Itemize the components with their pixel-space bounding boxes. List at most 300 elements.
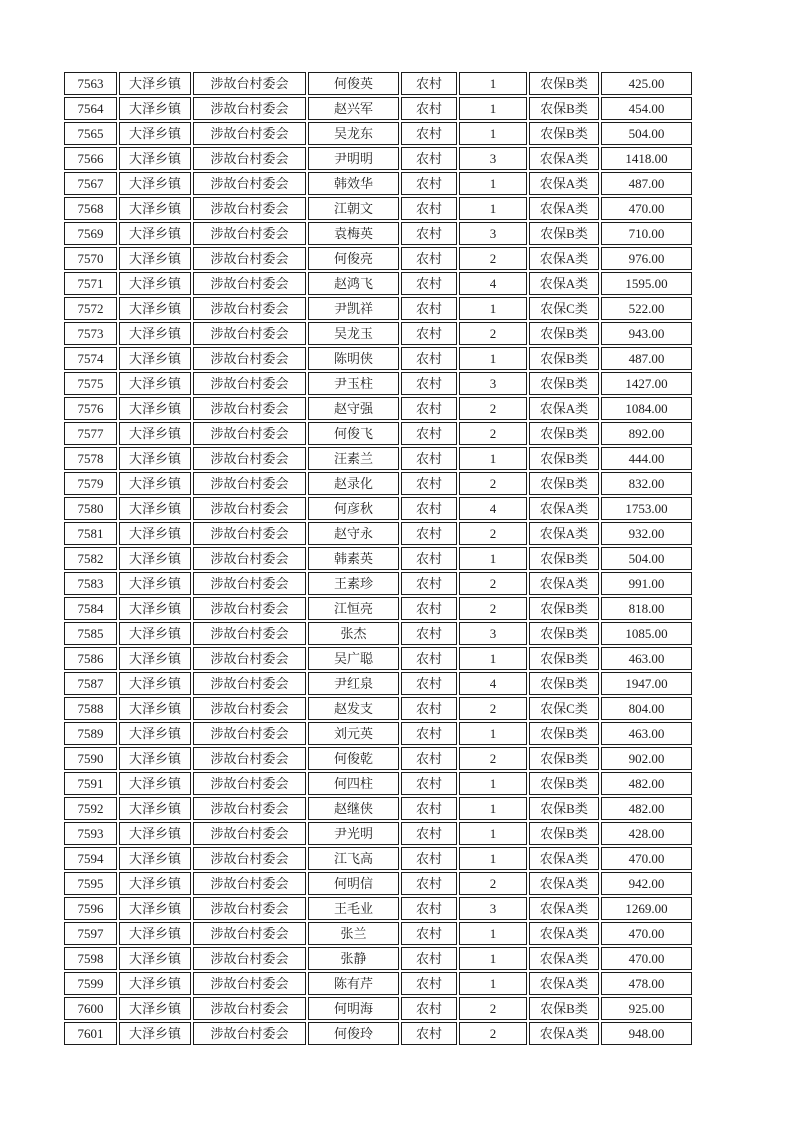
cell-residence-type: 农村 — [401, 522, 457, 545]
cell-town: 大泽乡镇 — [119, 97, 191, 120]
table-row — [64, 272, 692, 295]
cell-village-committee: 涉故台村委会 — [193, 972, 306, 995]
cell-person-name: 赵守永 — [308, 522, 399, 545]
cell-town: 大泽乡镇 — [119, 872, 191, 895]
cell-person-count: 1 — [459, 922, 527, 945]
cell-person-name: 吴龙东 — [308, 122, 399, 145]
cell-amount: 832.00 — [601, 472, 692, 495]
cell-row-id: 7572 — [64, 297, 117, 320]
cell-residence-type: 农村 — [401, 1022, 457, 1045]
cell-residence-type: 农村 — [401, 997, 457, 1020]
cell-residence-type: 农村 — [401, 72, 457, 95]
cell-amount: 463.00 — [601, 722, 692, 745]
cell-town: 大泽乡镇 — [119, 547, 191, 570]
cell-person-count: 2 — [459, 322, 527, 345]
cell-insurance-category: 农保C类 — [529, 697, 599, 720]
cell-amount: 1084.00 — [601, 397, 692, 420]
cell-person-count: 2 — [459, 572, 527, 595]
table-row — [64, 197, 692, 220]
cell-village-committee: 涉故台村委会 — [193, 997, 306, 1020]
cell-town: 大泽乡镇 — [119, 997, 191, 1020]
cell-residence-type: 农村 — [401, 497, 457, 520]
cell-insurance-category: 农保B类 — [529, 97, 599, 120]
cell-insurance-category: 农保A类 — [529, 847, 599, 870]
cell-row-id: 7594 — [64, 847, 117, 870]
cell-amount: 991.00 — [601, 572, 692, 595]
cell-row-id: 7583 — [64, 572, 117, 595]
cell-village-committee: 涉故台村委会 — [193, 622, 306, 645]
cell-village-committee: 涉故台村委会 — [193, 747, 306, 770]
cell-person-name: 张杰 — [308, 622, 399, 645]
table-row — [64, 172, 692, 195]
cell-town: 大泽乡镇 — [119, 522, 191, 545]
cell-amount: 470.00 — [601, 922, 692, 945]
cell-village-committee: 涉故台村委会 — [193, 722, 306, 745]
cell-person-name: 何明信 — [308, 872, 399, 895]
cell-village-committee: 涉故台村委会 — [193, 197, 306, 220]
cell-residence-type: 农村 — [401, 797, 457, 820]
table-row — [64, 247, 692, 270]
cell-row-id: 7573 — [64, 322, 117, 345]
cell-amount: 1085.00 — [601, 622, 692, 645]
cell-amount: 504.00 — [601, 547, 692, 570]
cell-person-name: 袁梅英 — [308, 222, 399, 245]
cell-village-committee: 涉故台村委会 — [193, 522, 306, 545]
cell-insurance-category: 农保A类 — [529, 247, 599, 270]
table-row — [64, 447, 692, 470]
cell-amount: 454.00 — [601, 97, 692, 120]
cell-person-count: 1 — [459, 547, 527, 570]
cell-village-committee: 涉故台村委会 — [193, 172, 306, 195]
roster-table-container — [62, 70, 694, 1047]
cell-person-name: 陈有芹 — [308, 972, 399, 995]
cell-insurance-category: 农保A类 — [529, 497, 599, 520]
cell-residence-type: 农村 — [401, 897, 457, 920]
cell-person-count: 1 — [459, 847, 527, 870]
cell-person-name: 尹红泉 — [308, 672, 399, 695]
cell-person-name: 陈明侠 — [308, 347, 399, 370]
cell-person-name: 何彦秋 — [308, 497, 399, 520]
cell-residence-type: 农村 — [401, 197, 457, 220]
cell-insurance-category: 农保B类 — [529, 422, 599, 445]
table-row — [64, 747, 692, 770]
cell-village-committee: 涉故台村委会 — [193, 872, 306, 895]
cell-amount: 463.00 — [601, 647, 692, 670]
cell-insurance-category: 农保B类 — [529, 472, 599, 495]
cell-person-count: 2 — [459, 1022, 527, 1045]
cell-town: 大泽乡镇 — [119, 597, 191, 620]
cell-row-id: 7584 — [64, 597, 117, 620]
cell-residence-type: 农村 — [401, 172, 457, 195]
cell-person-name: 何俊飞 — [308, 422, 399, 445]
cell-row-id: 7591 — [64, 772, 117, 795]
cell-row-id: 7578 — [64, 447, 117, 470]
cell-person-count: 3 — [459, 372, 527, 395]
cell-village-committee: 涉故台村委会 — [193, 647, 306, 670]
table-row — [64, 622, 692, 645]
cell-residence-type: 农村 — [401, 572, 457, 595]
cell-person-name: 张静 — [308, 947, 399, 970]
cell-person-name: 何俊乾 — [308, 747, 399, 770]
cell-person-count: 3 — [459, 147, 527, 170]
cell-person-count: 1 — [459, 722, 527, 745]
cell-person-count: 1 — [459, 297, 527, 320]
cell-residence-type: 农村 — [401, 147, 457, 170]
cell-insurance-category: 农保B类 — [529, 647, 599, 670]
cell-person-name: 何俊英 — [308, 72, 399, 95]
table-row — [64, 597, 692, 620]
cell-town: 大泽乡镇 — [119, 472, 191, 495]
cell-insurance-category: 农保A类 — [529, 172, 599, 195]
cell-residence-type: 农村 — [401, 947, 457, 970]
cell-town: 大泽乡镇 — [119, 447, 191, 470]
cell-residence-type: 农村 — [401, 447, 457, 470]
cell-amount: 487.00 — [601, 172, 692, 195]
cell-person-count: 4 — [459, 497, 527, 520]
cell-insurance-category: 农保A类 — [529, 197, 599, 220]
cell-person-name: 赵发支 — [308, 697, 399, 720]
cell-town: 大泽乡镇 — [119, 347, 191, 370]
table-row — [64, 797, 692, 820]
cell-village-committee: 涉故台村委会 — [193, 272, 306, 295]
cell-person-name: 尹凯祥 — [308, 297, 399, 320]
cell-amount: 942.00 — [601, 872, 692, 895]
cell-insurance-category: 农保A类 — [529, 272, 599, 295]
cell-village-committee: 涉故台村委会 — [193, 372, 306, 395]
cell-insurance-category: 农保B类 — [529, 997, 599, 1020]
cell-town: 大泽乡镇 — [119, 197, 191, 220]
cell-town: 大泽乡镇 — [119, 397, 191, 420]
cell-amount: 428.00 — [601, 822, 692, 845]
cell-village-committee: 涉故台村委会 — [193, 697, 306, 720]
cell-person-count: 1 — [459, 172, 527, 195]
cell-amount: 818.00 — [601, 597, 692, 620]
cell-town: 大泽乡镇 — [119, 247, 191, 270]
cell-insurance-category: 农保B类 — [529, 372, 599, 395]
cell-village-committee: 涉故台村委会 — [193, 847, 306, 870]
cell-residence-type: 农村 — [401, 747, 457, 770]
table-row — [64, 122, 692, 145]
cell-town: 大泽乡镇 — [119, 147, 191, 170]
cell-row-id: 7566 — [64, 147, 117, 170]
cell-amount: 1947.00 — [601, 672, 692, 695]
cell-amount: 1753.00 — [601, 497, 692, 520]
cell-village-committee: 涉故台村委会 — [193, 72, 306, 95]
cell-village-committee: 涉故台村委会 — [193, 122, 306, 145]
table-row — [64, 822, 692, 845]
cell-village-committee: 涉故台村委会 — [193, 922, 306, 945]
cell-amount: 1269.00 — [601, 897, 692, 920]
table-row — [64, 472, 692, 495]
cell-amount: 522.00 — [601, 297, 692, 320]
cell-amount: 470.00 — [601, 947, 692, 970]
cell-village-committee: 涉故台村委会 — [193, 397, 306, 420]
cell-person-name: 赵继侠 — [308, 797, 399, 820]
cell-row-id: 7579 — [64, 472, 117, 495]
cell-person-count: 1 — [459, 947, 527, 970]
cell-residence-type: 农村 — [401, 97, 457, 120]
cell-insurance-category: 农保B类 — [529, 222, 599, 245]
cell-person-count: 1 — [459, 972, 527, 995]
cell-town: 大泽乡镇 — [119, 772, 191, 795]
cell-village-committee: 涉故台村委会 — [193, 322, 306, 345]
table-row — [64, 872, 692, 895]
cell-person-count: 2 — [459, 472, 527, 495]
table-row — [64, 697, 692, 720]
table-row — [64, 147, 692, 170]
cell-person-count: 2 — [459, 597, 527, 620]
cell-town: 大泽乡镇 — [119, 822, 191, 845]
table-row — [64, 722, 692, 745]
cell-person-count: 1 — [459, 772, 527, 795]
cell-town: 大泽乡镇 — [119, 497, 191, 520]
cell-residence-type: 农村 — [401, 472, 457, 495]
cell-insurance-category: 农保B类 — [529, 447, 599, 470]
table-row — [64, 997, 692, 1020]
cell-amount: 504.00 — [601, 122, 692, 145]
cell-row-id: 7571 — [64, 272, 117, 295]
cell-person-name: 吴龙玉 — [308, 322, 399, 345]
cell-residence-type: 农村 — [401, 297, 457, 320]
table-row — [64, 222, 692, 245]
cell-village-committee: 涉故台村委会 — [193, 547, 306, 570]
cell-village-committee: 涉故台村委会 — [193, 1022, 306, 1045]
cell-village-committee: 涉故台村委会 — [193, 347, 306, 370]
cell-town: 大泽乡镇 — [119, 972, 191, 995]
cell-person-name: 张兰 — [308, 922, 399, 945]
cell-insurance-category: 农保A类 — [529, 922, 599, 945]
roster-table — [62, 70, 694, 1047]
cell-town: 大泽乡镇 — [119, 222, 191, 245]
cell-town: 大泽乡镇 — [119, 322, 191, 345]
cell-village-committee: 涉故台村委会 — [193, 472, 306, 495]
cell-person-count: 1 — [459, 347, 527, 370]
cell-insurance-category: 农保A类 — [529, 572, 599, 595]
cell-town: 大泽乡镇 — [119, 622, 191, 645]
cell-town: 大泽乡镇 — [119, 722, 191, 745]
cell-town: 大泽乡镇 — [119, 122, 191, 145]
cell-village-committee: 涉故台村委会 — [193, 822, 306, 845]
table-row — [64, 322, 692, 345]
cell-person-name: 赵鸿飞 — [308, 272, 399, 295]
cell-row-id: 7565 — [64, 122, 117, 145]
cell-insurance-category: 农保B类 — [529, 547, 599, 570]
cell-person-count: 3 — [459, 897, 527, 920]
cell-person-count: 3 — [459, 222, 527, 245]
cell-person-name: 刘元英 — [308, 722, 399, 745]
cell-insurance-category: 农保B类 — [529, 122, 599, 145]
cell-amount: 470.00 — [601, 847, 692, 870]
cell-row-id: 7601 — [64, 1022, 117, 1045]
table-row — [64, 372, 692, 395]
cell-insurance-category: 农保B类 — [529, 797, 599, 820]
cell-amount: 478.00 — [601, 972, 692, 995]
cell-insurance-category: 农保A类 — [529, 147, 599, 170]
cell-residence-type: 农村 — [401, 247, 457, 270]
cell-insurance-category: 农保B类 — [529, 672, 599, 695]
cell-town: 大泽乡镇 — [119, 947, 191, 970]
table-row — [64, 847, 692, 870]
cell-village-committee: 涉故台村委会 — [193, 772, 306, 795]
cell-amount: 976.00 — [601, 247, 692, 270]
cell-person-count: 1 — [459, 197, 527, 220]
cell-town: 大泽乡镇 — [119, 172, 191, 195]
cell-row-id: 7596 — [64, 897, 117, 920]
cell-row-id: 7567 — [64, 172, 117, 195]
cell-row-id: 7582 — [64, 547, 117, 570]
cell-amount: 804.00 — [601, 697, 692, 720]
cell-person-name: 吴广聪 — [308, 647, 399, 670]
cell-person-count: 1 — [459, 122, 527, 145]
cell-insurance-category: 农保B类 — [529, 622, 599, 645]
cell-village-committee: 涉故台村委会 — [193, 222, 306, 245]
cell-person-count: 2 — [459, 397, 527, 420]
cell-row-id: 7563 — [64, 72, 117, 95]
cell-village-committee: 涉故台村委会 — [193, 97, 306, 120]
cell-town: 大泽乡镇 — [119, 372, 191, 395]
cell-row-id: 7585 — [64, 622, 117, 645]
cell-row-id: 7598 — [64, 947, 117, 970]
cell-person-count: 1 — [459, 97, 527, 120]
cell-row-id: 7569 — [64, 222, 117, 245]
table-row — [64, 922, 692, 945]
cell-person-name: 何俊亮 — [308, 247, 399, 270]
table-row — [64, 972, 692, 995]
cell-village-committee: 涉故台村委会 — [193, 297, 306, 320]
cell-person-name: 尹光明 — [308, 822, 399, 845]
cell-town: 大泽乡镇 — [119, 72, 191, 95]
cell-person-count: 2 — [459, 422, 527, 445]
table-row — [64, 1022, 692, 1045]
cell-residence-type: 农村 — [401, 972, 457, 995]
table-row — [64, 897, 692, 920]
cell-row-id: 7588 — [64, 697, 117, 720]
cell-residence-type: 农村 — [401, 547, 457, 570]
cell-residence-type: 农村 — [401, 772, 457, 795]
cell-row-id: 7577 — [64, 422, 117, 445]
cell-person-name: 何俊玲 — [308, 1022, 399, 1045]
cell-town: 大泽乡镇 — [119, 922, 191, 945]
cell-town: 大泽乡镇 — [119, 672, 191, 695]
cell-residence-type: 农村 — [401, 372, 457, 395]
cell-residence-type: 农村 — [401, 597, 457, 620]
table-row — [64, 347, 692, 370]
cell-residence-type: 农村 — [401, 822, 457, 845]
cell-town: 大泽乡镇 — [119, 847, 191, 870]
cell-insurance-category: 农保A类 — [529, 872, 599, 895]
cell-row-id: 7570 — [64, 247, 117, 270]
cell-town: 大泽乡镇 — [119, 1022, 191, 1045]
cell-insurance-category: 农保A类 — [529, 522, 599, 545]
cell-person-count: 2 — [459, 697, 527, 720]
cell-insurance-category: 农保B类 — [529, 347, 599, 370]
table-row — [64, 97, 692, 120]
table-row — [64, 572, 692, 595]
table-row — [64, 297, 692, 320]
cell-amount: 425.00 — [601, 72, 692, 95]
cell-amount: 482.00 — [601, 797, 692, 820]
table-row — [64, 647, 692, 670]
cell-person-count: 4 — [459, 272, 527, 295]
table-row — [64, 497, 692, 520]
cell-person-count: 2 — [459, 522, 527, 545]
cell-town: 大泽乡镇 — [119, 897, 191, 920]
cell-residence-type: 农村 — [401, 722, 457, 745]
cell-row-id: 7581 — [64, 522, 117, 545]
cell-person-name: 赵守强 — [308, 397, 399, 420]
cell-person-name: 赵兴军 — [308, 97, 399, 120]
cell-person-count: 1 — [459, 647, 527, 670]
cell-amount: 892.00 — [601, 422, 692, 445]
cell-amount: 1418.00 — [601, 147, 692, 170]
cell-residence-type: 农村 — [401, 272, 457, 295]
table-row — [64, 672, 692, 695]
cell-town: 大泽乡镇 — [119, 572, 191, 595]
cell-town: 大泽乡镇 — [119, 747, 191, 770]
cell-row-id: 7590 — [64, 747, 117, 770]
cell-village-committee: 涉故台村委会 — [193, 597, 306, 620]
cell-town: 大泽乡镇 — [119, 697, 191, 720]
cell-row-id: 7600 — [64, 997, 117, 1020]
table-row — [64, 547, 692, 570]
cell-residence-type: 农村 — [401, 672, 457, 695]
cell-residence-type: 农村 — [401, 622, 457, 645]
cell-person-name: 韩素英 — [308, 547, 399, 570]
cell-village-committee: 涉故台村委会 — [193, 422, 306, 445]
cell-insurance-category: 农保A类 — [529, 972, 599, 995]
cell-row-id: 7580 — [64, 497, 117, 520]
table-row — [64, 522, 692, 545]
cell-row-id: 7589 — [64, 722, 117, 745]
cell-insurance-category: 农保B类 — [529, 722, 599, 745]
cell-residence-type: 农村 — [401, 347, 457, 370]
cell-amount: 482.00 — [601, 772, 692, 795]
cell-person-count: 1 — [459, 447, 527, 470]
cell-insurance-category: 农保A类 — [529, 1022, 599, 1045]
cell-person-count: 1 — [459, 822, 527, 845]
table-row — [64, 397, 692, 420]
cell-insurance-category: 农保B类 — [529, 822, 599, 845]
cell-town: 大泽乡镇 — [119, 647, 191, 670]
cell-row-id: 7587 — [64, 672, 117, 695]
table-row — [64, 947, 692, 970]
cell-person-count: 1 — [459, 797, 527, 820]
cell-amount: 948.00 — [601, 1022, 692, 1045]
cell-residence-type: 农村 — [401, 422, 457, 445]
cell-village-committee: 涉故台村委会 — [193, 672, 306, 695]
cell-amount: 925.00 — [601, 997, 692, 1020]
cell-amount: 487.00 — [601, 347, 692, 370]
cell-row-id: 7586 — [64, 647, 117, 670]
cell-person-name: 王毛业 — [308, 897, 399, 920]
cell-residence-type: 农村 — [401, 647, 457, 670]
cell-person-count: 2 — [459, 872, 527, 895]
cell-person-name: 尹明明 — [308, 147, 399, 170]
cell-person-name: 何明海 — [308, 997, 399, 1020]
cell-insurance-category: 农保B类 — [529, 772, 599, 795]
cell-village-committee: 涉故台村委会 — [193, 447, 306, 470]
cell-village-committee: 涉故台村委会 — [193, 797, 306, 820]
cell-person-name: 韩效华 — [308, 172, 399, 195]
cell-village-committee: 涉故台村委会 — [193, 897, 306, 920]
cell-village-committee: 涉故台村委会 — [193, 247, 306, 270]
cell-insurance-category: 农保A类 — [529, 397, 599, 420]
cell-row-id: 7597 — [64, 922, 117, 945]
cell-row-id: 7593 — [64, 822, 117, 845]
cell-row-id: 7574 — [64, 347, 117, 370]
cell-person-count: 2 — [459, 247, 527, 270]
cell-residence-type: 农村 — [401, 222, 457, 245]
